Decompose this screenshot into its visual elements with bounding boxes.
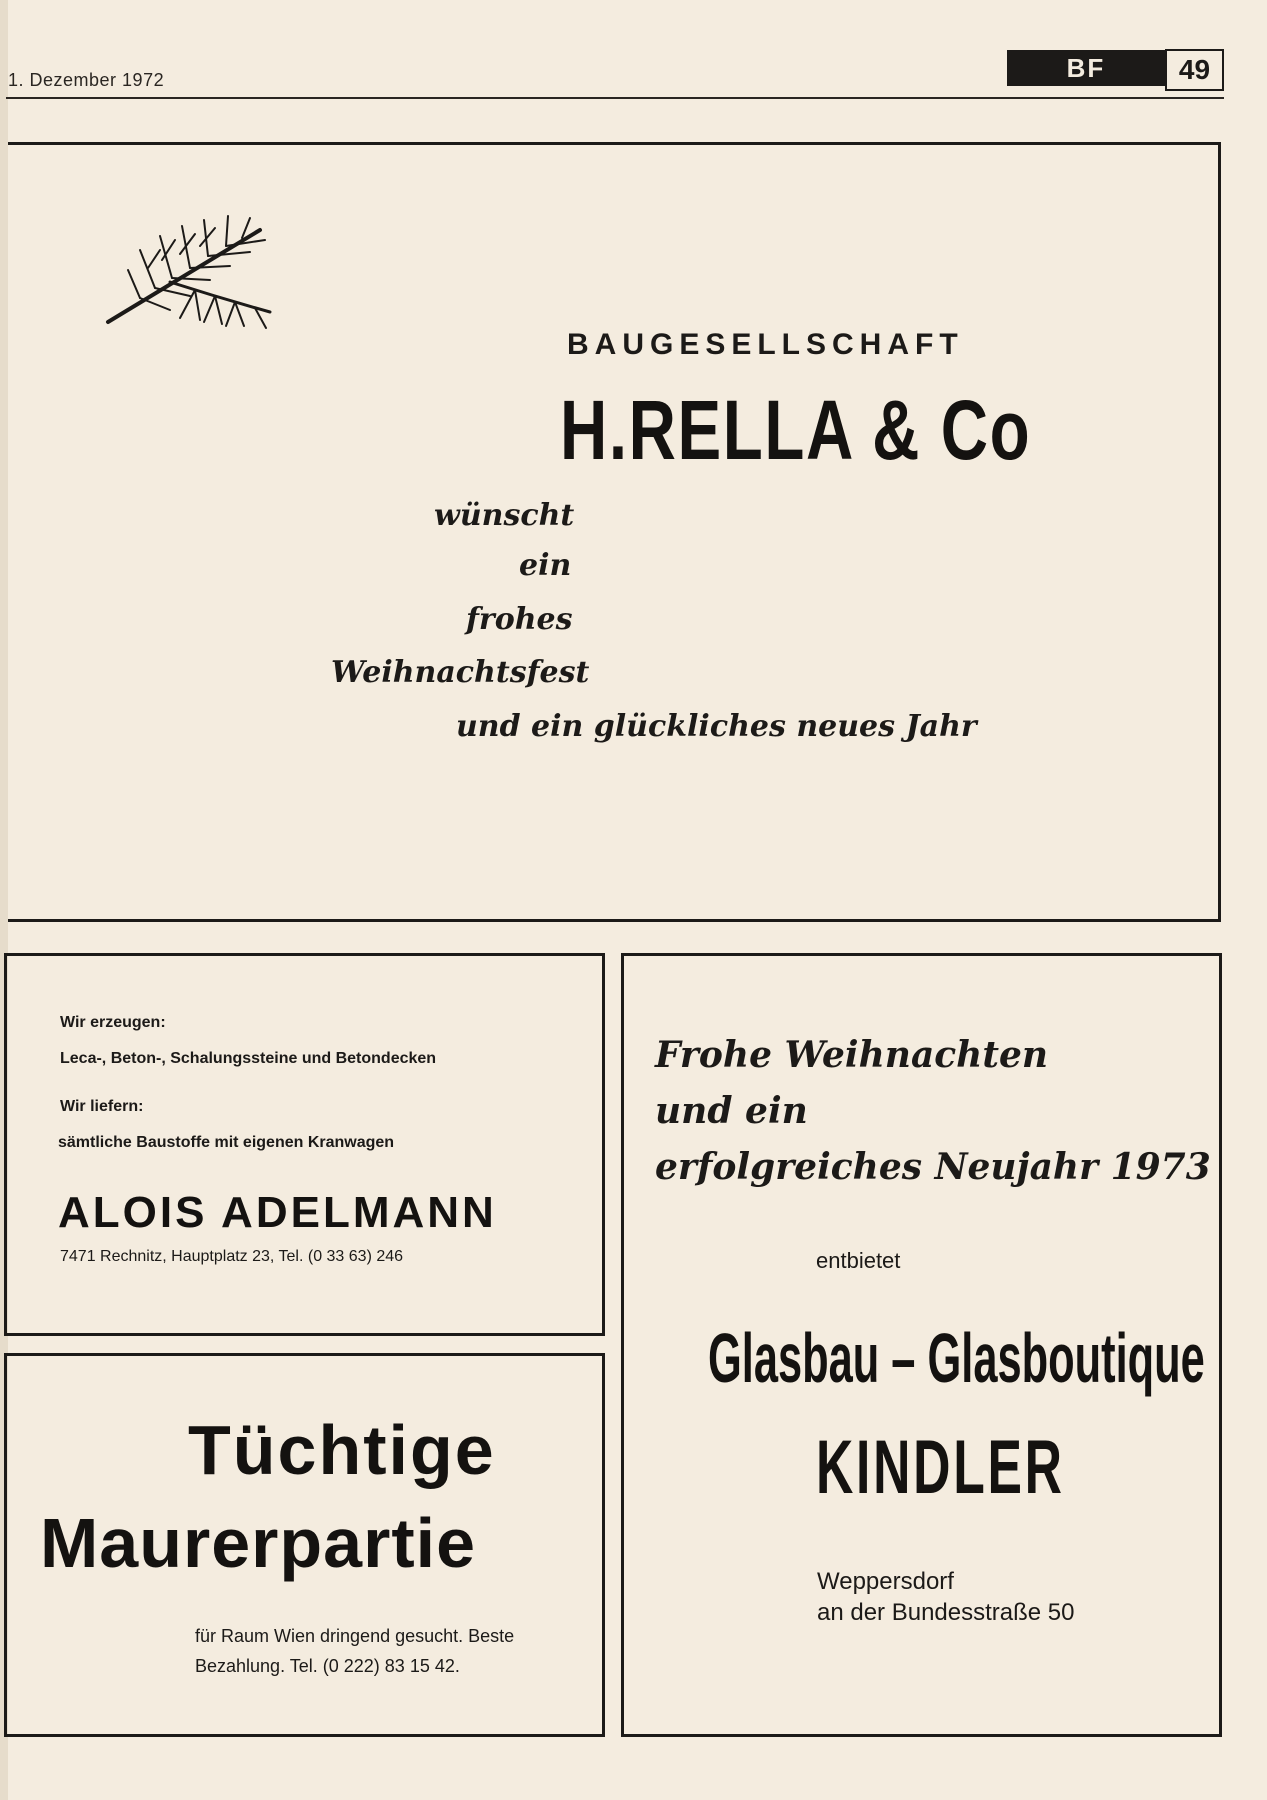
publication-badge: BF <box>1007 50 1165 86</box>
adelmann-supply-label: Wir liefern: <box>60 1098 144 1115</box>
header-rule <box>6 97 1224 99</box>
kindler-greeting-line: Frohe Weihnachten <box>655 1034 1049 1076</box>
adelmann-supply-list: sämtliche Baustoffe mit eigenen Kranwagen <box>58 1134 395 1151</box>
kindler-address: Weppersdorf <box>817 1568 954 1595</box>
rella-greeting-line: wünscht <box>434 498 575 533</box>
rella-greeting-line: Weihnachtsfest <box>331 655 590 690</box>
fir-branch-icon <box>100 210 275 330</box>
maurer-text: für Raum Wien dringend gesucht. Beste <box>195 1626 515 1646</box>
rella-greeting-line: frohes <box>466 602 573 637</box>
page-number: 49 <box>1165 49 1224 91</box>
maurer-text: Bezahlung. Tel. (0 222) 83 15 42. <box>195 1656 460 1676</box>
maurer-headline: Tüchtige <box>188 1411 496 1489</box>
rella-greeting-line: und ein glückliches neues Jahr <box>456 709 977 744</box>
adelmann-name: ALOIS ADELMANN <box>58 1188 497 1237</box>
maurer-headline: Maurerpartie <box>40 1504 477 1582</box>
kindler-name: KINDLER <box>816 1425 1065 1510</box>
kindler-greeting-line: erfolgreiches Neujahr 1973 <box>655 1146 1211 1188</box>
rella-greeting-line: ein <box>519 548 572 583</box>
kindler-greeting-line: und ein <box>655 1090 808 1132</box>
kindler-business: Glasbau – Glasboutique <box>708 1319 1205 1397</box>
rella-subtitle: BAUGESELLSCHAFT <box>567 328 964 361</box>
kindler-address: an der Bundesstraße 50 <box>817 1599 1075 1626</box>
issue-date: 1. Dezember 1972 <box>8 70 165 90</box>
rella-company-name: H.RELLA & Co <box>560 383 1032 477</box>
adelmann-produce-list: Leca-, Beton-, Schalungssteine und Betondecken <box>60 1050 437 1067</box>
adelmann-produce-label: Wir erzeugen: <box>60 1014 166 1031</box>
adelmann-address: 7471 Rechnitz, Hauptplatz 23, Tel. (0 33 63) 246 <box>60 1248 404 1265</box>
kindler-offers-text: entbietet <box>816 1248 901 1273</box>
